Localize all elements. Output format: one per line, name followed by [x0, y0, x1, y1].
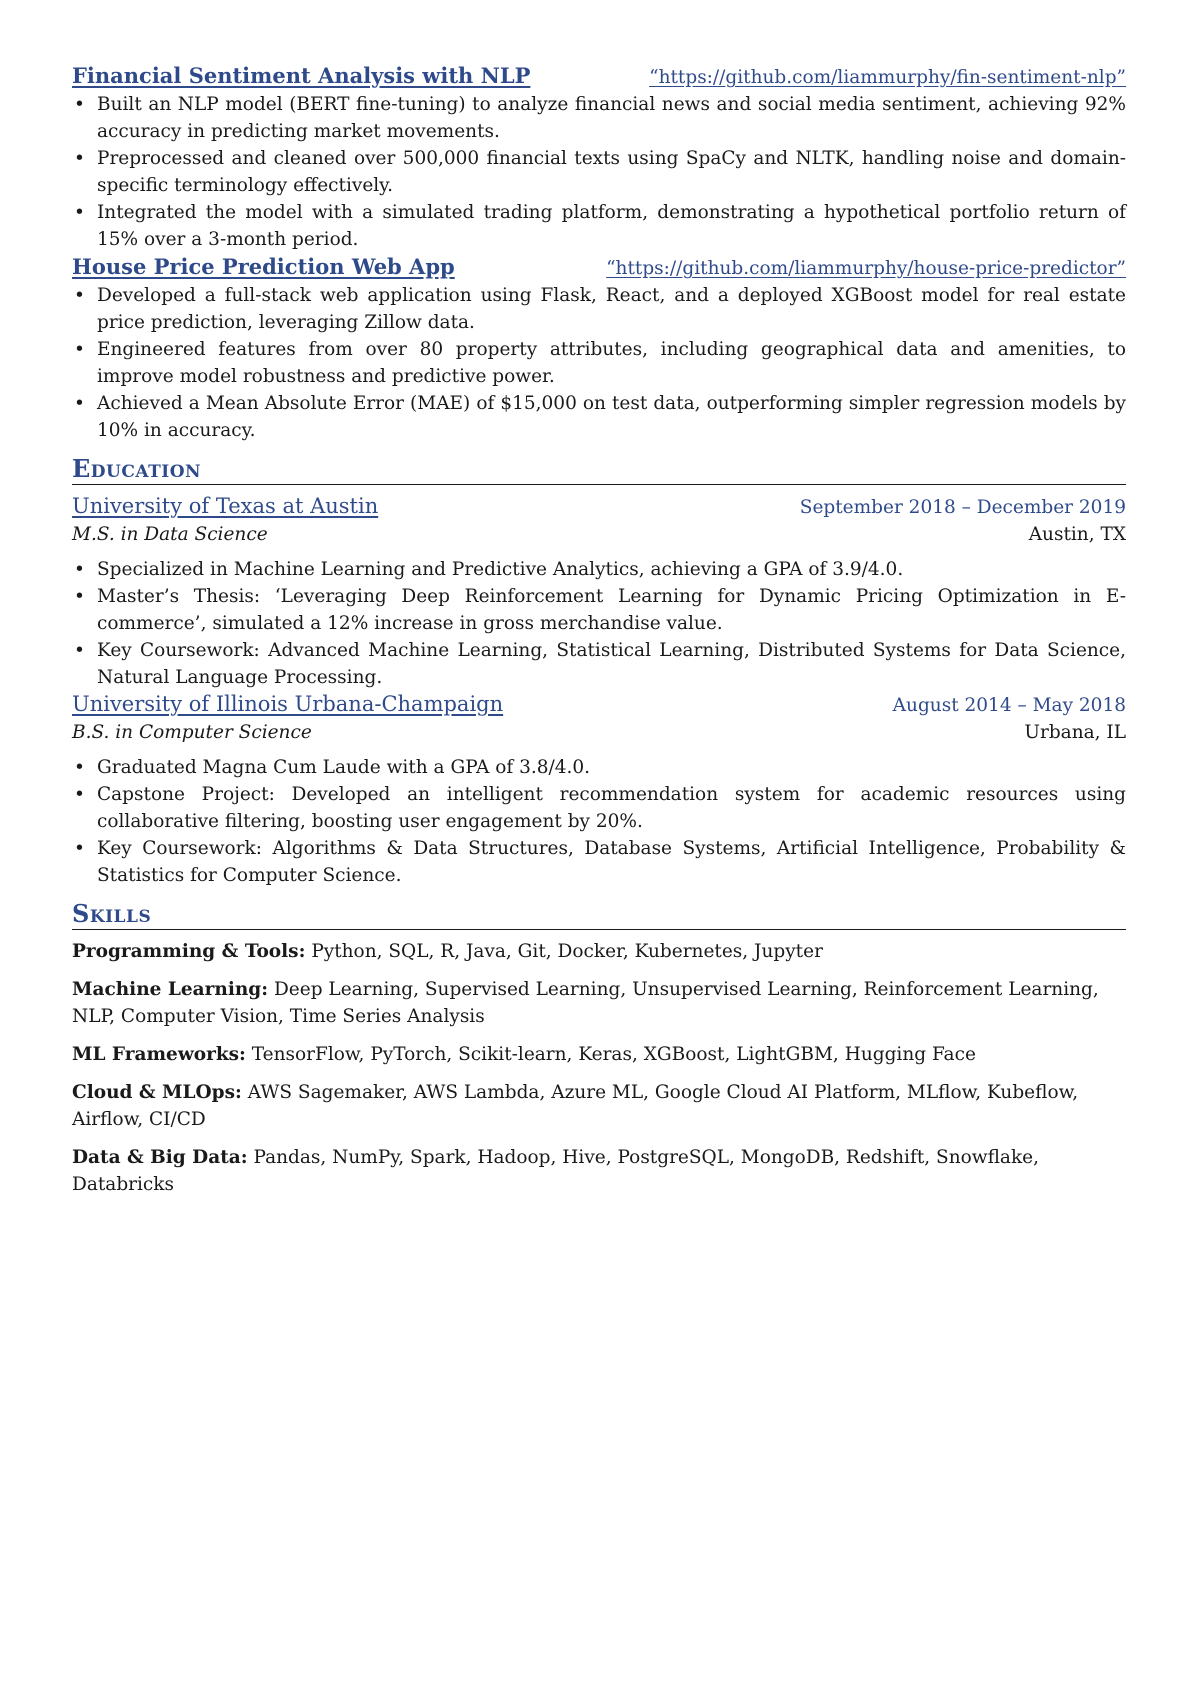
project-bullets	[72, 91, 1126, 253]
skill-row	[72, 1041, 1126, 1068]
bullet-item: • Specialized in Machine Learning and Predictive Analytics, achieving a GPA of 3.9/4.0.	[97, 556, 1126, 583]
skill-label: Cloud & MLOps:	[72, 1082, 242, 1103]
bullet-item: • Graduated Magna Cum Laude with a GPA of 3.8/4.0.	[97, 754, 1126, 781]
bullet-item: • Built an NLP model (BERT fine-tuning) to analyze financial news and social media sentiment, achieving 92% accuracy in predicting market movements.	[97, 91, 1126, 145]
education-bullets	[72, 556, 1126, 691]
bullet-item: • Preprocessed and cleaned over 500,000 financial texts using SpaCy and NLTK, handling noise and domain-specific terminology effectively.	[97, 145, 1126, 199]
education-dates: August 2014 – May 2018	[892, 695, 1126, 716]
education-entry	[72, 493, 1126, 691]
location: Urbana, IL	[1024, 722, 1126, 743]
school-name[interactable]: University of Texas at Austin	[72, 494, 379, 518]
bullet-item: • Integrated the model with a simulated trading platform, demonstrating a hypothetical portfolio return of 15% over a 3-month period.	[97, 199, 1126, 253]
bullet-item: • Engineered features from over 80 property attributes, including geographical data and amenities, to improve model robustness and predictive power.	[97, 336, 1126, 390]
skill-label: Data & Big Data:	[72, 1147, 248, 1168]
project-entry	[72, 62, 1126, 253]
project-link[interactable]: “https://github.com/liammurphy/house-price-predictor”	[606, 258, 1126, 279]
resume-page	[72, 62, 1126, 1209]
project-link[interactable]: “https://github.com/liammurphy/fin-sentiment-nlp”	[649, 67, 1126, 88]
education-dates: September 2018 – December 2019	[799, 497, 1126, 518]
skill-row	[72, 1079, 1126, 1133]
school-name[interactable]: University of Illinois Urbana-Champaign	[72, 692, 504, 716]
skill-value: TensorFlow, PyTorch, Scikit-learn, Keras, XGBoost, LightGBM, Hugging Face	[251, 1044, 976, 1065]
project-title[interactable]: House Price Prediction Web App	[72, 254, 455, 279]
project-header	[72, 253, 1126, 282]
skill-label: Machine Learning:	[72, 979, 269, 1000]
skill-value: Deep Learning, Supervised Learning, Unsupervised Learning, Reinforcement Learning, NLP, Computer Vision, Time Series Analysis	[72, 979, 1099, 1027]
education-entry	[72, 691, 1126, 889]
section-heading-skills: Skills	[72, 899, 1126, 930]
skill-value: Pandas, NumPy, Spark, Hadoop, Hive, PostgreSQL, MongoDB, Redshift, Snowflake, Databricks	[72, 1147, 1039, 1195]
project-entry	[72, 253, 1126, 444]
project-title[interactable]: Financial Sentiment Analysis with NLP	[72, 63, 531, 88]
project-bullets	[72, 282, 1126, 444]
bullet-item: • Capstone Project: Developed an intelligent recommendation system for academic resources using collaborative filtering, boosting user engagement by 20%.	[97, 781, 1126, 835]
education-subheader	[72, 719, 1126, 746]
skill-value: Python, SQL, R, Java, Git, Docker, Kubernetes, Jupyter	[311, 941, 823, 962]
project-header	[72, 62, 1126, 91]
skill-label: ML Frameworks:	[72, 1044, 246, 1065]
bullet-item: • Achieved a Mean Absolute Error (MAE) of $15,000 on test data, outperforming simpler regression models by 10% in accuracy.	[97, 390, 1126, 444]
bullet-item: • Key Coursework: Advanced Machine Learning, Statistical Learning, Distributed Systems for Data Science, Natural Language Processing.	[97, 637, 1126, 691]
education-header	[72, 691, 1126, 719]
education-bullets	[72, 754, 1126, 889]
education-subheader	[72, 521, 1126, 548]
skill-row	[72, 976, 1126, 1030]
bullet-item: • Key Coursework: Algorithms & Data Structures, Database Systems, Artificial Intelligence, Probability & Statistics for Computer Science.	[97, 835, 1126, 889]
degree: B.S. in Computer Science	[72, 722, 312, 743]
skill-row	[72, 1144, 1126, 1198]
education-header	[72, 493, 1126, 521]
location: Austin, TX	[1028, 524, 1126, 545]
skill-row	[72, 938, 1126, 965]
skill-value: AWS Sagemaker, AWS Lambda, Azure ML, Google Cloud AI Platform, MLflow, Kubeflow, Airflow, CI/CD	[72, 1082, 1079, 1130]
bullet-item: • Master’s Thesis: ‘Leveraging Deep Reinforcement Learning for Dynamic Pricing Optimization in E-commerce’, simulated a 12% increase in gross merchandise value.	[97, 583, 1126, 637]
degree: M.S. in Data Science	[72, 524, 268, 545]
bullet-item: • Developed a full-stack web application using Flask, React, and a deployed XGBoost model for real estate price prediction, leveraging Zillow data.	[97, 282, 1126, 336]
section-heading-education: Education	[72, 454, 1126, 485]
skill-label: Programming & Tools:	[72, 941, 306, 962]
